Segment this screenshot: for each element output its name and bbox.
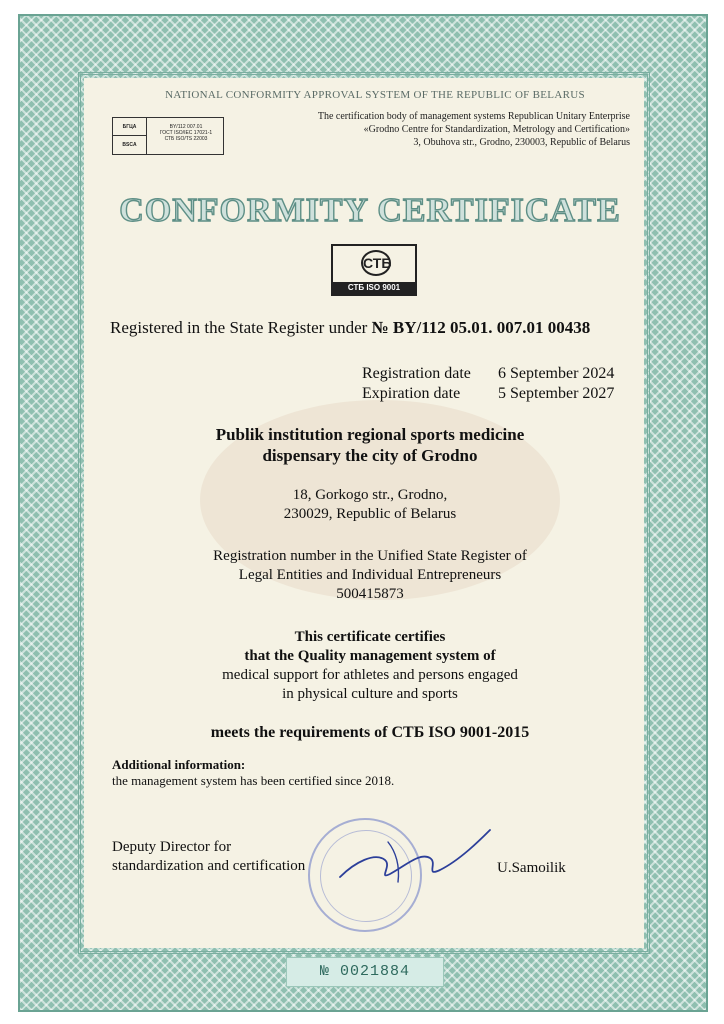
- certification-body-info: [270, 110, 630, 149]
- logo-band-text: СТБ ISO 9001: [333, 282, 415, 294]
- certification-body-line: The certification body of management systems Republican Unitary Enterprise: [317, 111, 630, 122]
- registration-date-value: 6 September 2024: [498, 365, 615, 382]
- registration-number-block: [110, 547, 630, 604]
- certificate-dates: [362, 364, 614, 404]
- expiration-date-label: Expiration date: [362, 385, 461, 402]
- handwritten-signature: [330, 822, 500, 892]
- standard-requirements: meets the requirements of СТБ ISO 9001-2015: [210, 724, 530, 741]
- stb-logo-icon: СТБ: [361, 250, 391, 276]
- certification-body-line: 3, Obuhova str., Grodno, 230003, Republic of Belarus: [413, 137, 630, 148]
- certificate-title: CONFORMITY CERTIFICATE: [119, 192, 621, 229]
- additional-text: the management system has been certified since 2018.: [112, 773, 395, 788]
- serial-number: № 0021884: [286, 957, 444, 987]
- accreditation-details: [149, 124, 223, 142]
- organization-name: [120, 424, 620, 466]
- accreditation-label-top: БГЦА: [113, 118, 147, 136]
- statement-line: in physical culture and sports: [282, 686, 458, 702]
- accreditation-line: BY/112 007.01: [169, 124, 203, 130]
- additional-information: [112, 757, 394, 789]
- registration-date-row: [362, 364, 614, 384]
- registration-date-label: Registration date: [362, 365, 471, 382]
- expiration-date-value: 5 September 2027: [498, 385, 615, 402]
- organization-name-line: Publik institution regional sports medicine: [215, 425, 525, 444]
- regnum-line: Registration number in the Unified State Register of: [213, 548, 527, 564]
- accreditation-mark: [112, 117, 224, 155]
- expiration-date-row: [362, 384, 614, 404]
- regnum-line: Legal Entities and Individual Entrepreneurs: [238, 567, 502, 583]
- regnum-value: 500415873: [336, 586, 404, 602]
- statement-line: that the Quality management system of: [244, 648, 496, 664]
- address-line: 18, Gorkogo str., Grodno,: [292, 487, 448, 503]
- organization-name-line: dispensary the city of Grodno: [262, 446, 478, 465]
- signatory-title-line: standardization and certification: [112, 858, 306, 874]
- registration-prefix: Registered in the State Register under: [110, 318, 368, 337]
- additional-heading: Additional information:: [112, 757, 246, 772]
- system-title: NATIONAL CONFORMITY APPROVAL SYSTEM OF THE REPUBLIC OF BELARUS: [165, 89, 585, 101]
- signatory-name: U.Samoilik: [497, 860, 566, 876]
- accreditation-line: СТБ ISO/TS 22003: [164, 136, 208, 142]
- certification-statement: [110, 628, 630, 704]
- certification-body-line: «Grodno Centre for Standardization, Metrology and Certification»: [363, 124, 630, 135]
- signatory-title-line: Deputy Director for: [112, 839, 232, 855]
- organization-address: [170, 486, 570, 524]
- stb-iso-logo: [331, 244, 417, 296]
- registration-line: [110, 318, 630, 338]
- address-line: 230029, Republic of Belarus: [283, 506, 457, 522]
- registration-number: № BY/112 05.01. 007.01 00438: [371, 318, 591, 337]
- signatory-title: [112, 838, 305, 876]
- statement-line: This certificate certifies: [294, 629, 446, 645]
- statement-line: medical support for athletes and persons engaged: [222, 667, 518, 683]
- accreditation-line: ГОСТ ISO/IEC 17021-1: [159, 130, 213, 136]
- accreditation-label-bottom: BSCA: [113, 136, 147, 154]
